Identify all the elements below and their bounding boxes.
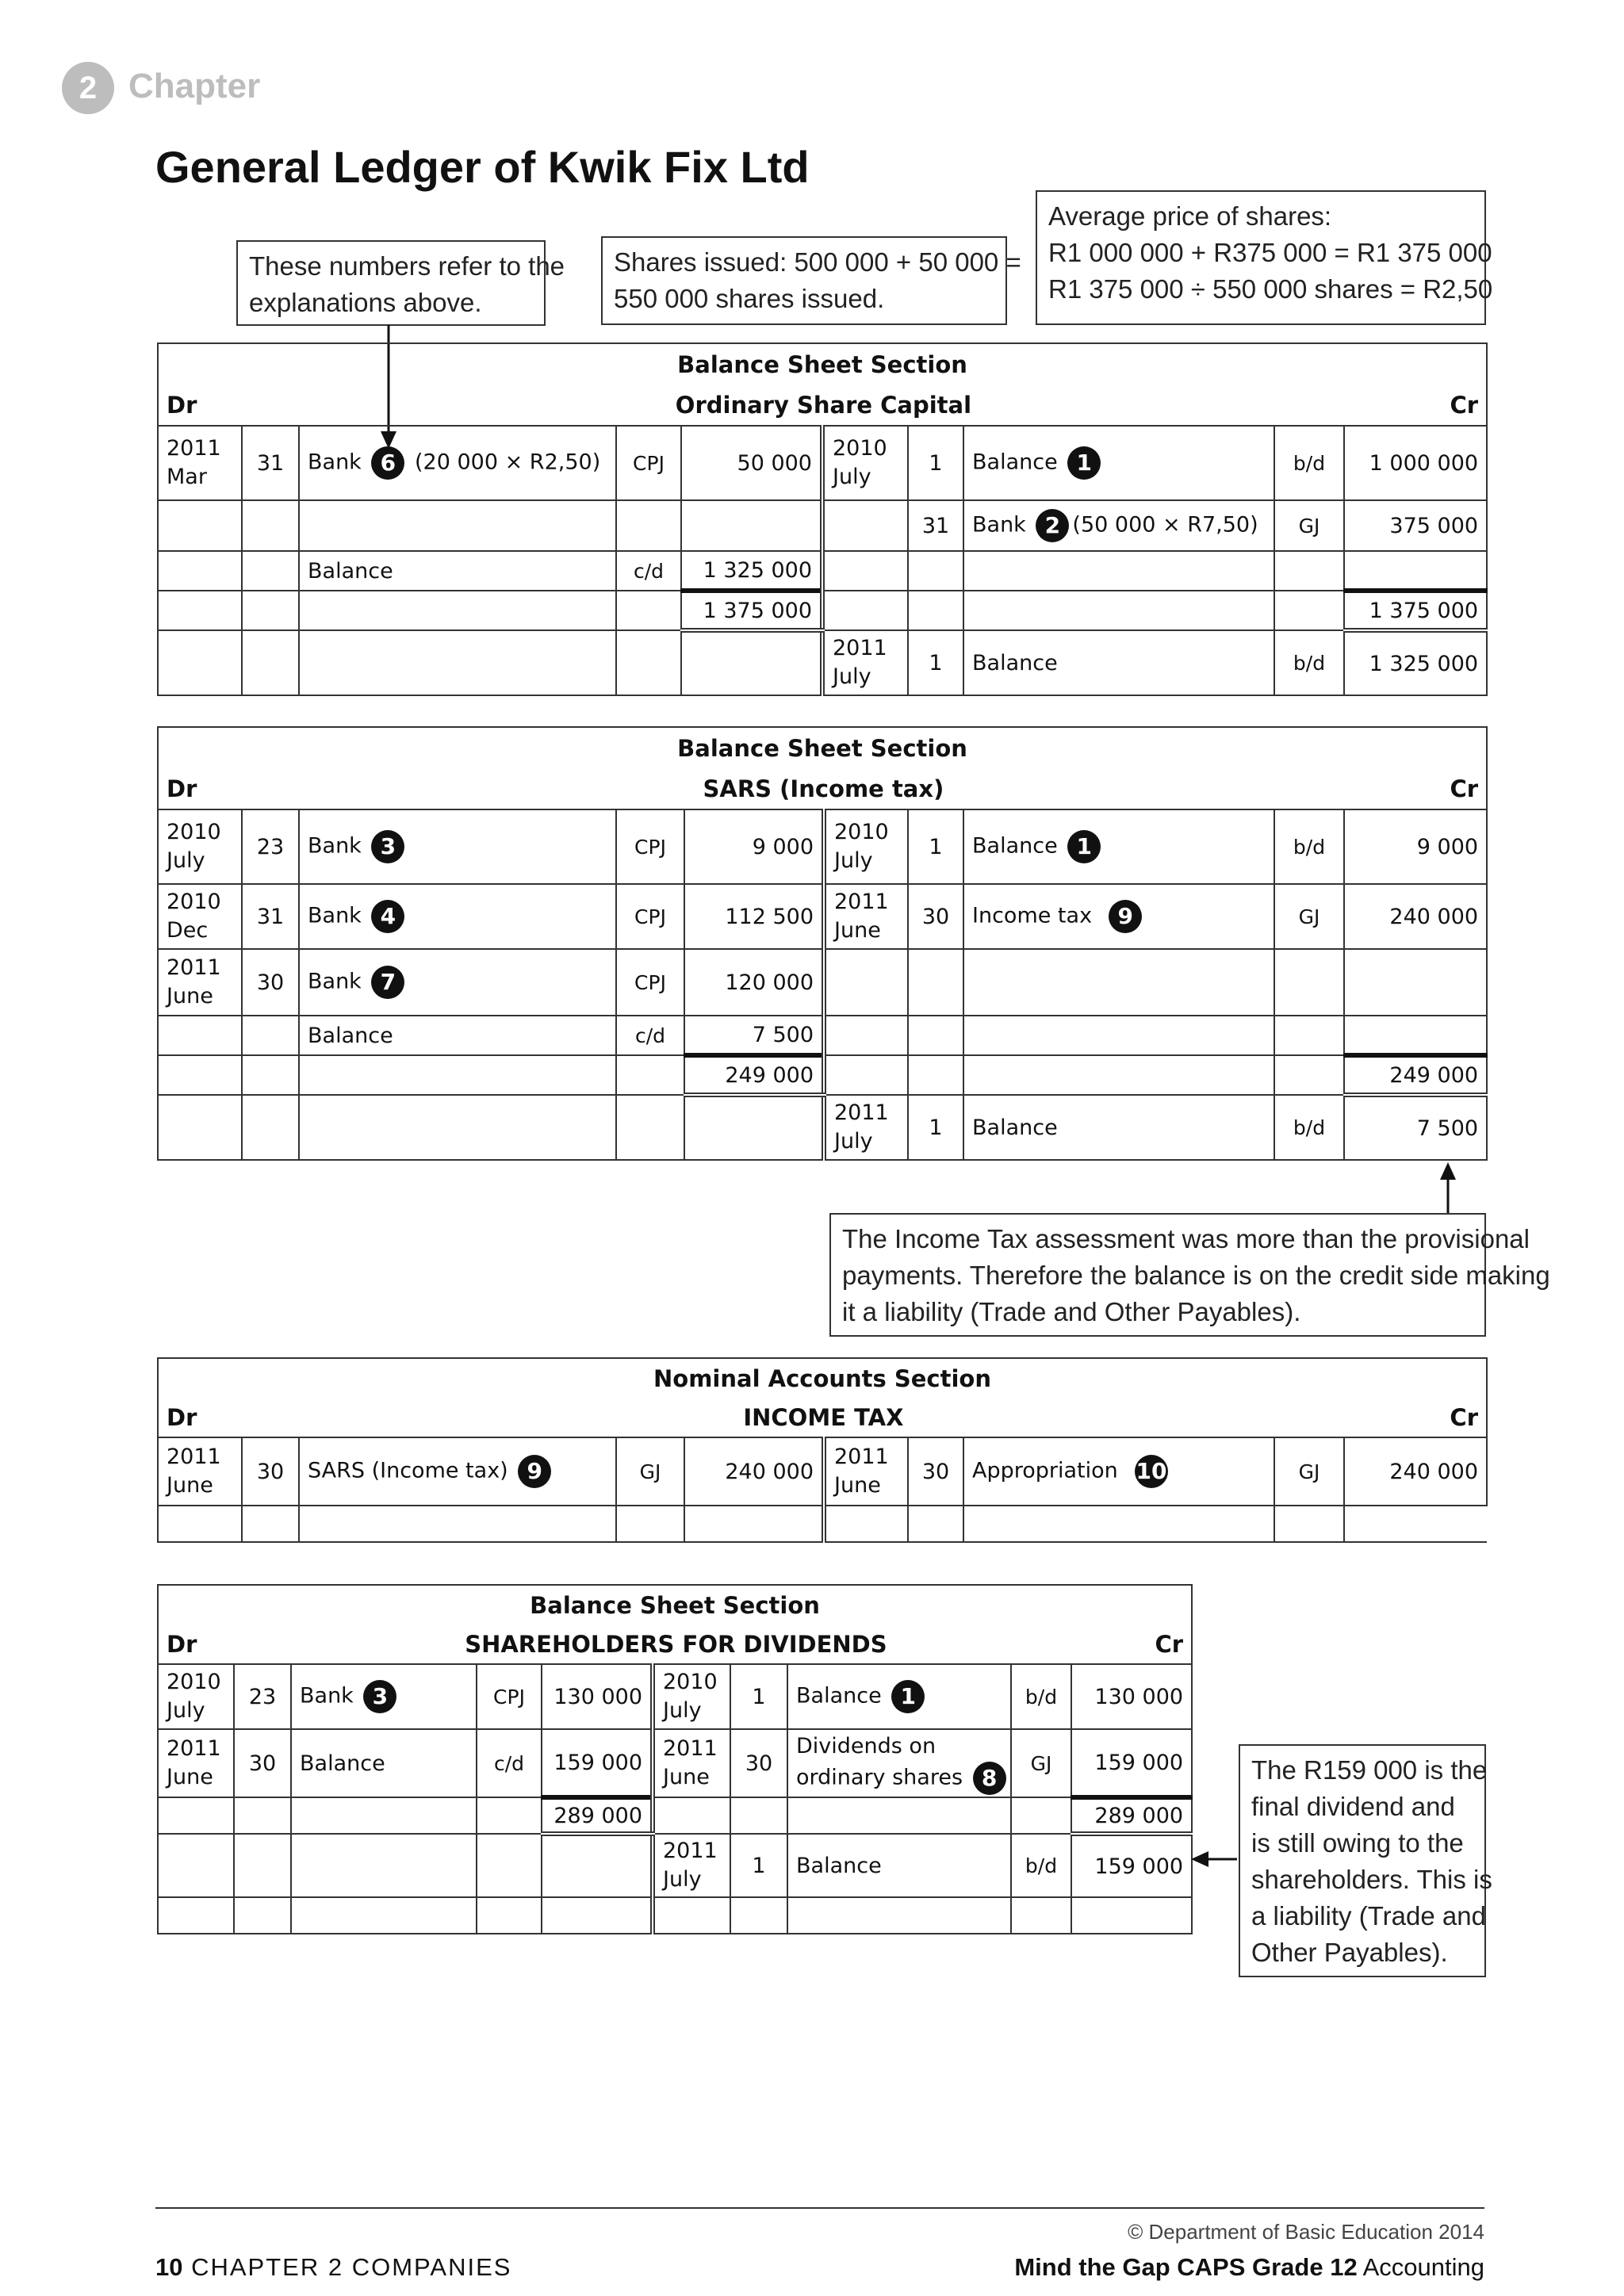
folio-cell: c/d	[477, 1729, 542, 1797]
book-title-bold: Mind the Gap CAPS Grade 12	[1014, 2253, 1358, 2281]
date-cell	[653, 1834, 730, 1897]
day-cell: 30	[908, 1437, 963, 1506]
folio-cell: b/d	[1011, 1834, 1071, 1897]
date-year: 2011	[834, 890, 889, 914]
total-row	[158, 1797, 1192, 1834]
table-row	[158, 884, 1487, 949]
amount-cell: 1 000 000	[1344, 426, 1487, 500]
table-row	[158, 500, 1487, 551]
day-cell: 1	[908, 809, 963, 884]
day-cell: 30	[242, 1437, 299, 1506]
account-name: SHAREHOLDERS FOR DIVIDENDS	[465, 1630, 887, 1658]
reference-number-icon: 6	[371, 446, 404, 480]
footer-divider	[155, 2207, 1484, 2209]
amount-cell: 120 000	[684, 949, 824, 1016]
table-row	[158, 1834, 1192, 1897]
details-text: Balance	[972, 833, 1058, 859]
details-cell: Balance	[291, 1729, 477, 1797]
date-year: 2010	[834, 820, 889, 844]
details-cell	[963, 1437, 1274, 1506]
amount-cell: 130 000	[542, 1664, 653, 1729]
date-year: 2011	[834, 1445, 889, 1469]
reference-number-icon: 7	[371, 966, 404, 999]
date-month: July	[833, 664, 871, 689]
chapter-number-badge: 2	[62, 62, 114, 114]
date-year: 2010	[167, 890, 221, 914]
date-month: Mar	[167, 465, 207, 489]
reference-number-icon: 3	[363, 1680, 396, 1713]
date-year: 2011	[833, 636, 887, 660]
note-line: Other Payables).	[1251, 1938, 1448, 1967]
date-month: July	[833, 465, 871, 489]
table-row	[158, 1016, 1487, 1055]
date-cell	[158, 884, 242, 949]
note-line: a liability (Trade and	[1251, 1901, 1486, 1931]
account-heading	[158, 1624, 1192, 1664]
date-year: 2010	[663, 1670, 718, 1694]
note-line: The Income Tax assessment was more than the provisional	[842, 1224, 1530, 1253]
folio-cell: b/d	[1011, 1664, 1071, 1729]
note-line: Average price of shares:	[1048, 201, 1332, 231]
details-text: Dividends on	[796, 1734, 936, 1758]
reference-number-icon: 2	[1036, 509, 1069, 542]
details-text: SARS (Income tax)	[308, 1458, 508, 1483]
cr-label: Cr	[1450, 775, 1479, 802]
amount-cell: 159 000	[1071, 1729, 1192, 1797]
date-year: 2011	[834, 1100, 889, 1125]
details-text: ordinary shares	[796, 1765, 963, 1790]
reference-number-icon: 1	[1067, 446, 1101, 480]
total-amount: 289 000	[542, 1797, 653, 1834]
folio-cell: c/d	[616, 1016, 684, 1055]
details-text: Appropriation	[972, 1458, 1118, 1483]
numbers-reference-note	[236, 240, 565, 326]
details-text: Bank	[308, 450, 362, 475]
total-amount: 289 000	[1071, 1797, 1192, 1834]
footer-chapter	[155, 2253, 511, 2282]
total-amount: 249 000	[1344, 1055, 1487, 1095]
details-cell	[299, 884, 616, 949]
date-cell	[653, 1664, 730, 1729]
dr-label: Dr	[167, 1403, 197, 1431]
folio-cell: GJ	[1011, 1729, 1071, 1797]
details-cell: Balance	[787, 1834, 1011, 1897]
table-row	[158, 1664, 1192, 1729]
section-heading: Nominal Accounts Section	[158, 1358, 1487, 1398]
date-cell	[158, 949, 242, 1016]
day-cell: 1	[908, 426, 963, 500]
details-text: Income tax	[972, 903, 1093, 928]
amount-cell: 240 000	[1344, 1437, 1487, 1506]
note-line: is still owing to the	[1251, 1828, 1464, 1858]
date-cell	[822, 426, 908, 500]
date-year: 2011	[167, 1736, 221, 1761]
ledger-shareholders-for-dividends	[157, 1584, 1193, 1934]
section-heading: Balance Sheet Section	[158, 727, 1487, 768]
dr-label: Dr	[167, 775, 197, 802]
details-text: Balance	[796, 1683, 882, 1709]
details-extra: (50 000 × R7,50)	[1072, 512, 1258, 538]
reference-number-icon: 4	[371, 900, 404, 933]
reference-number-icon: 9	[1109, 900, 1142, 933]
amount-cell: 130 000	[1071, 1664, 1192, 1729]
details-cell	[963, 884, 1274, 949]
note-line: R1 000 000 + R375 000 = R1 375 000	[1048, 238, 1492, 267]
chapter-text: CHAPTER 2 COMPANIES	[191, 2253, 512, 2281]
amount-cell: 1 325 000	[1344, 630, 1487, 695]
date-year: 2011	[167, 1445, 221, 1469]
date-cell	[158, 809, 242, 884]
folio-cell: b/d	[1274, 1095, 1344, 1160]
folio-cell: CPJ	[616, 809, 684, 884]
account-heading	[158, 385, 1487, 426]
date-cell	[822, 630, 908, 695]
details-cell	[291, 1664, 477, 1729]
amount-cell: 50 000	[681, 426, 822, 500]
details-cell	[299, 1437, 616, 1506]
section-heading: Balance Sheet Section	[158, 1585, 1192, 1624]
date-cell	[158, 426, 242, 500]
amount-cell: 9 000	[684, 809, 824, 884]
table-row	[158, 949, 1487, 1016]
arrow-up-icon	[1432, 1161, 1464, 1216]
day-cell: 1	[730, 1834, 787, 1897]
day-cell: 31	[242, 884, 299, 949]
date-month: June	[167, 1473, 213, 1498]
details-cell: Balance	[299, 551, 616, 591]
details-cell	[299, 949, 616, 1016]
date-month: July	[834, 1129, 873, 1154]
date-year: 2010	[167, 820, 221, 844]
amount-cell: 7 500	[684, 1016, 824, 1055]
date-year: 2011	[167, 955, 221, 980]
page-number: 10	[155, 2253, 183, 2281]
dr-label: Dr	[167, 1630, 197, 1658]
date-month: Dec	[167, 918, 209, 943]
day-cell: 1	[730, 1664, 787, 1729]
table-row	[158, 809, 1487, 884]
details-cell	[787, 1664, 1011, 1729]
details-cell	[963, 809, 1274, 884]
amount-cell: 240 000	[684, 1437, 824, 1506]
cr-label: Cr	[1155, 1630, 1184, 1658]
total-amount: 1 375 000	[681, 591, 822, 630]
details-text: Bank	[308, 969, 362, 994]
table-row	[158, 1506, 1487, 1542]
details-cell	[299, 426, 616, 500]
date-year: 2011	[663, 1839, 718, 1863]
date-month: June	[663, 1765, 710, 1789]
date-year: 2011	[167, 436, 221, 461]
day-cell: 30	[730, 1729, 787, 1797]
date-month: July	[167, 1698, 205, 1723]
note-line: These numbers refer to the	[249, 251, 565, 281]
day-cell: 1	[908, 1095, 963, 1160]
folio-cell: CPJ	[477, 1664, 542, 1729]
reference-number-icon: 1	[891, 1680, 925, 1713]
amount-cell: 1 325 000	[681, 551, 822, 591]
account-name: INCOME TAX	[743, 1403, 904, 1431]
dr-label: Dr	[167, 391, 197, 419]
chapter-label: Chapter	[128, 67, 261, 105]
note-line: The R159 000 is the	[1251, 1755, 1488, 1785]
note-line: R1 375 000 ÷ 550 000 shares = R2,50	[1048, 274, 1493, 304]
account-heading	[158, 768, 1487, 809]
details-extra: (20 000 × R2,50)	[415, 450, 601, 475]
date-month: June	[167, 984, 213, 1008]
folio-cell: CPJ	[616, 426, 681, 500]
date-cell	[653, 1729, 730, 1797]
note-line: explanations above.	[249, 288, 482, 317]
page-title: General Ledger of Kwik Fix Ltd	[155, 142, 810, 192]
folio-cell: CPJ	[616, 884, 684, 949]
average-price-note	[1036, 190, 1493, 325]
date-month: June	[834, 1473, 881, 1498]
ledger-ordinary-share-capital	[157, 342, 1488, 696]
date-month: June	[834, 918, 881, 943]
table-row	[158, 1095, 1487, 1160]
date-cell	[824, 1095, 908, 1160]
shares-issued-note	[601, 236, 1021, 325]
account-name: SARS (Income tax)	[703, 775, 944, 802]
details-cell: Balance	[963, 1095, 1274, 1160]
table-row	[158, 630, 1487, 695]
date-month: June	[167, 1765, 213, 1789]
amount-cell: 240 000	[1344, 884, 1487, 949]
reference-number-icon: 9	[518, 1455, 551, 1488]
total-row	[158, 591, 1487, 630]
date-cell	[824, 1437, 908, 1506]
amount-cell: 159 000	[1071, 1834, 1192, 1897]
reference-number-icon: 1	[1067, 830, 1101, 863]
amount-cell: 9 000	[1344, 809, 1487, 884]
table-row	[158, 551, 1487, 591]
details-text: Bank	[300, 1683, 354, 1709]
folio-cell: CPJ	[616, 949, 684, 1016]
table-row	[158, 1437, 1487, 1506]
table-row	[158, 1897, 1192, 1934]
folio-cell: GJ	[1274, 1437, 1344, 1506]
day-cell: 30	[908, 884, 963, 949]
note-line: payments. Therefore the balance is on the credit side making	[842, 1261, 1550, 1290]
copyright-text: © Department of Basic Education 2014	[1128, 2220, 1484, 2244]
details-text: Bank	[972, 512, 1026, 538]
note-line: Shares issued: 500 000 + 50 000 =	[614, 247, 1021, 277]
day-cell: 23	[234, 1664, 291, 1729]
day-cell: 31	[908, 500, 963, 551]
reference-number-icon: 10	[1135, 1455, 1168, 1488]
arrow-left-icon	[1189, 1847, 1239, 1871]
date-cell	[158, 1437, 242, 1506]
amount-cell: 7 500	[1344, 1095, 1487, 1160]
total-amount: 1 375 000	[1344, 591, 1487, 630]
reference-number-icon: 3	[371, 830, 404, 863]
amount-cell: 159 000	[542, 1729, 653, 1797]
ledger-income-tax	[157, 1357, 1488, 1543]
date-cell	[824, 809, 908, 884]
dividend-liability-note	[1239, 1744, 1492, 1977]
day-cell: 30	[234, 1729, 291, 1797]
book-title-rest: Accounting	[1362, 2253, 1484, 2281]
date-cell	[158, 1664, 234, 1729]
date-month: July	[663, 1867, 702, 1892]
details-text: Bank	[308, 833, 362, 859]
day-cell: 23	[242, 809, 299, 884]
folio-cell: b/d	[1274, 630, 1344, 695]
cr-label: Cr	[1450, 1403, 1479, 1431]
income-tax-assessment-note	[829, 1213, 1550, 1337]
account-name: Ordinary Share Capital	[675, 391, 972, 419]
table-row	[158, 426, 1487, 500]
total-row	[158, 1055, 1487, 1095]
total-amount: 249 000	[684, 1055, 824, 1095]
details-cell: Balance	[963, 630, 1274, 695]
date-month: July	[167, 848, 205, 873]
note-line: shareholders. This is	[1251, 1865, 1492, 1894]
section-heading: Balance Sheet Section	[158, 343, 1487, 385]
date-year: 2011	[663, 1736, 718, 1761]
details-cell: Balance	[299, 1016, 616, 1055]
reference-number-icon: 8	[973, 1762, 1006, 1795]
cr-label: Cr	[1450, 391, 1479, 419]
details-text: Bank	[308, 903, 362, 928]
amount-cell: 375 000	[1344, 500, 1487, 551]
folio-cell: c/d	[616, 551, 681, 591]
note-line: it a liability (Trade and Other Payables).	[842, 1297, 1301, 1326]
details-cell	[963, 426, 1274, 500]
date-month: July	[834, 848, 873, 873]
date-year: 2010	[833, 436, 887, 461]
account-heading	[158, 1398, 1487, 1437]
note-line: 550 000 shares issued.	[614, 284, 885, 313]
folio-cell: GJ	[1274, 500, 1344, 551]
details-cell	[963, 500, 1274, 551]
amount-cell: 112 500	[684, 884, 824, 949]
table-row	[158, 1729, 1192, 1797]
folio-cell: GJ	[1274, 884, 1344, 949]
day-cell: 30	[242, 949, 299, 1016]
date-cell	[824, 884, 908, 949]
details-cell	[299, 809, 616, 884]
folio-cell: b/d	[1274, 426, 1344, 500]
date-cell	[158, 1729, 234, 1797]
date-month: July	[663, 1698, 702, 1723]
details-cell	[787, 1729, 1011, 1797]
folio-cell: b/d	[1274, 809, 1344, 884]
day-cell: 31	[242, 426, 299, 500]
ledger-sars-income-tax	[157, 726, 1488, 1161]
day-cell: 1	[908, 630, 963, 695]
footer-book-title	[1014, 2253, 1484, 2282]
details-text: Balance	[972, 450, 1058, 475]
date-year: 2010	[167, 1670, 221, 1694]
note-line: final dividend and	[1251, 1792, 1455, 1821]
folio-cell: GJ	[616, 1437, 684, 1506]
